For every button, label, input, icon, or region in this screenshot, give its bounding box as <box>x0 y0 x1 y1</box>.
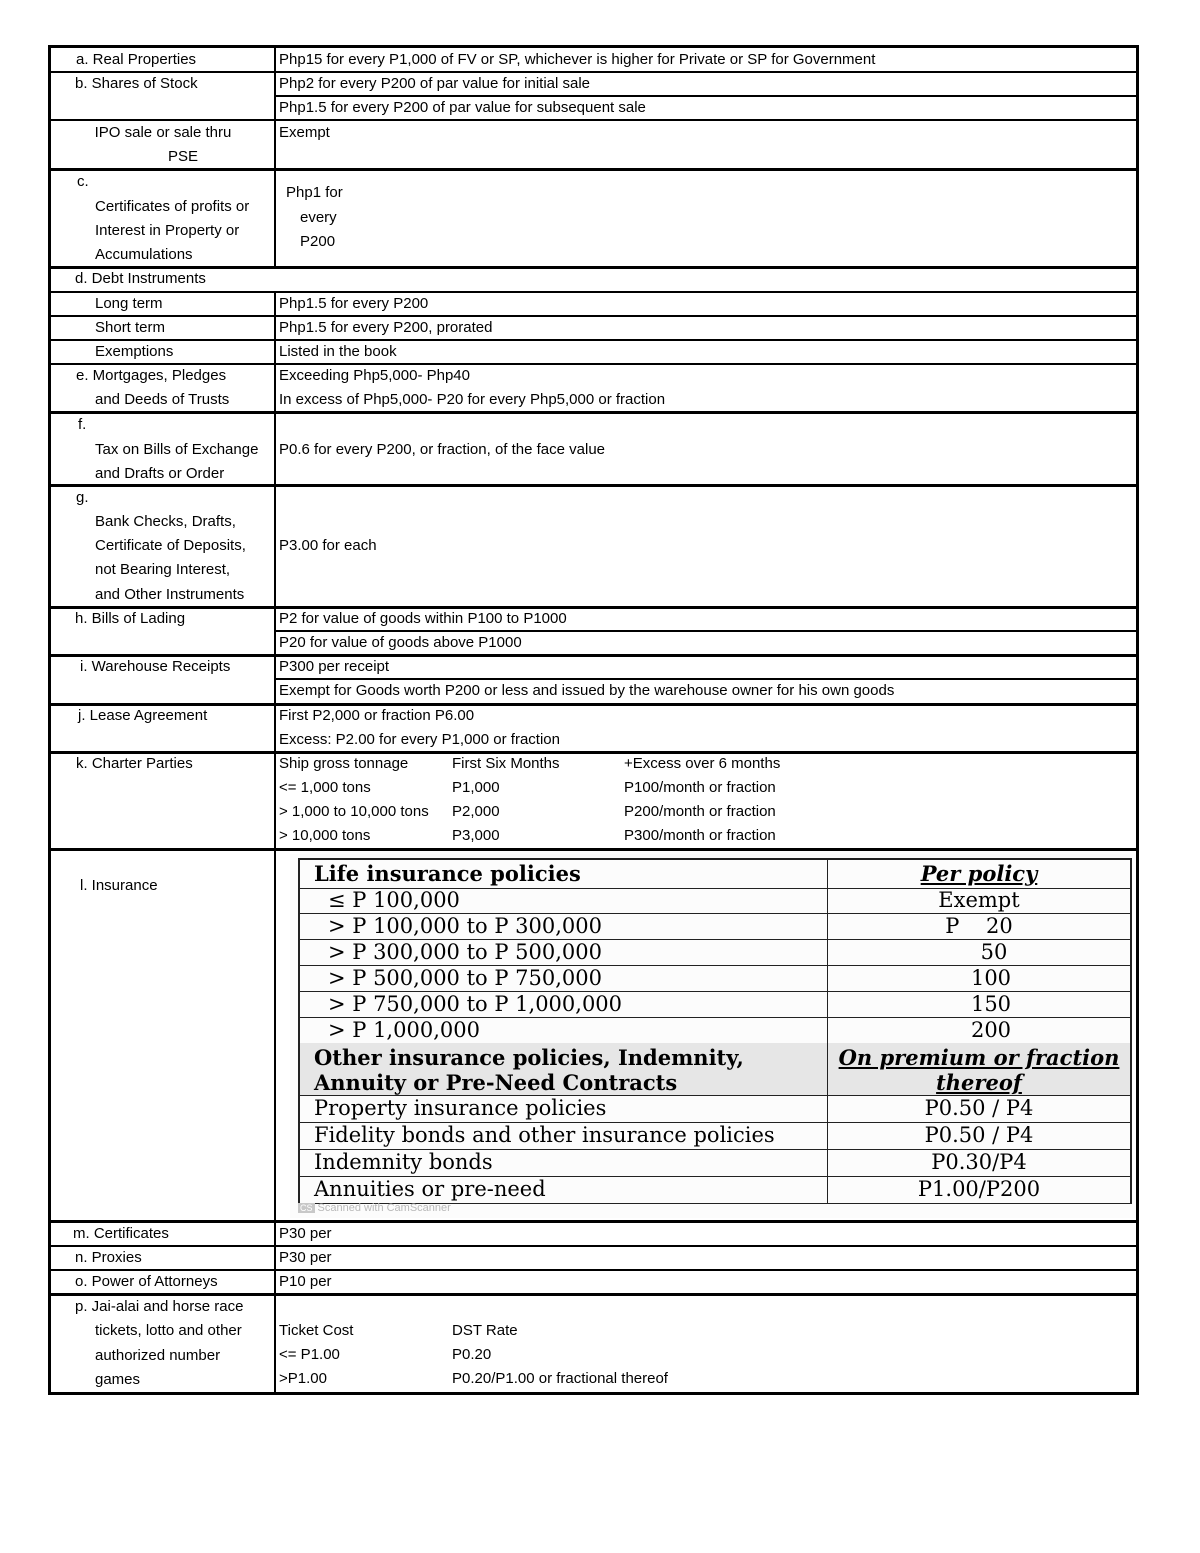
other-rate: P1.00/P200 <box>917 1177 1041 1201</box>
life-rate: P 20 <box>945 914 1013 938</box>
row-ipo-label-2: PSE <box>167 148 198 165</box>
row-c-label-3: Accumulations <box>95 246 193 263</box>
row-p-r1c2: P0.20 <box>452 1346 492 1363</box>
charter-cell: <= 1,000 tons <box>279 779 371 796</box>
life-rate: Exempt <box>938 888 1020 912</box>
life-header-label: Life insurance policies <box>300 860 828 888</box>
charter-cell: +Excess over 6 months <box>624 755 781 772</box>
insurance-other-row <box>300 1149 1130 1177</box>
row-d-long-label: Long term <box>95 295 163 312</box>
life-rate: 100 <box>970 966 1012 990</box>
life-range: > P 750,000 to P 1,000,000 <box>300 991 828 1017</box>
charter-cell: P300/month or fraction <box>624 827 776 844</box>
row-ipo-value: Exempt <box>279 124 330 141</box>
insurance-life-row <box>300 965 1130 992</box>
other-label: Fidelity bonds and other insurance policies <box>300 1122 828 1149</box>
row-d-short-label: Short term <box>95 319 166 336</box>
charter-cell: P3,000 <box>452 827 500 844</box>
life-range: > P 100,000 to P 300,000 <box>300 913 828 939</box>
row-p-r2c1: >P1.00 <box>279 1370 327 1387</box>
camscanner-text: Scanned with CamScanner <box>317 1202 451 1214</box>
other-header <box>300 1043 828 1095</box>
insurance-table <box>298 858 1132 1204</box>
row-o-label: o. Power of Attorneys <box>75 1273 218 1290</box>
row-e-label-2: and Deeds of Trusts <box>95 391 230 408</box>
row-d-long-value: Php1.5 for every P200 <box>279 295 429 312</box>
row-i-label: i. Warehouse Receipts <box>80 658 231 675</box>
row-c-value-2: every <box>300 209 337 226</box>
row-h-value-1: P2 for value of goods within P100 to P1000 <box>279 610 567 627</box>
row-j-label: j. Lease Agreement <box>78 707 208 724</box>
row-i-value-2: Exempt for Goods worth P200 or less and issued by the warehouse owner for his own goods <box>279 682 895 699</box>
row-p-label-3: authorized number <box>95 1347 221 1364</box>
life-range: ≤ P 100,000 <box>300 888 828 913</box>
row-i-value-1: P300 per receipt <box>279 658 390 675</box>
row-c-value-1: Php1 for <box>286 184 343 201</box>
row-f-letter: f. <box>78 416 87 433</box>
row-d-exempt-label: Exemptions <box>95 343 174 360</box>
other-rate: P0.50 / P4 <box>924 1123 1034 1147</box>
charter-cell: P1,000 <box>452 779 500 796</box>
insurance-other-row <box>300 1122 1130 1150</box>
life-range: > P 1,000,000 <box>300 1017 828 1043</box>
row-e-value-2: In excess of Php5,000- P20 for every Php5,000 or fraction <box>279 391 666 408</box>
charter-cell: P200/month or fraction <box>624 803 776 820</box>
life-range: > P 500,000 to P 750,000 <box>300 965 828 991</box>
row-a-label: a. Real Properties <box>76 51 197 68</box>
row-g-label-4: and Other Instruments <box>95 586 245 603</box>
row-h-value-2: P20 for value of goods above P1000 <box>279 634 522 651</box>
row-f-label-1: Tax on Bills of Exchange <box>95 441 259 458</box>
insurance-other-header <box>300 1043 1130 1096</box>
row-a-value: Php15 for every P1,000 of FV or SP, whichever is higher for Private or SP for Government <box>279 51 876 68</box>
other-label: Indemnity bonds <box>300 1149 828 1176</box>
row-f-value: P0.6 for every P200, or fraction, of the face value <box>279 441 606 458</box>
row-p-r2c2: P0.20/P1.00 or fractional thereof <box>452 1370 668 1387</box>
row-p-label-4: games <box>95 1371 141 1388</box>
row-h-label: h. Bills of Lading <box>75 610 186 627</box>
row-g-label-3: not Bearing Interest, <box>95 561 231 578</box>
row-j-value-1: First P2,000 or fraction P6.00 <box>279 707 475 724</box>
charter-cell: > 1,000 to 10,000 tons <box>279 803 429 820</box>
insurance-life-row <box>300 991 1130 1018</box>
row-f-label-2: and Drafts or Order <box>95 465 225 482</box>
row-e-label-1: e. Mortgages, Pledges <box>76 367 227 384</box>
insurance-life-row <box>300 913 1130 940</box>
charter-cell: P100/month or fraction <box>624 779 776 796</box>
row-n-value: P30 per <box>279 1249 332 1266</box>
row-p-r1c1: <= P1.00 <box>279 1346 340 1363</box>
other-label: Property insurance policies <box>300 1095 828 1122</box>
row-g-letter: g. <box>76 489 89 506</box>
charter-cell: > 10,000 tons <box>279 827 371 844</box>
other-rate: P0.30/P4 <box>931 1150 1027 1174</box>
life-range: > P 300,000 to P 500,000 <box>300 939 828 965</box>
row-c-value-3: P200 <box>300 233 336 250</box>
row-d-exempt-value: Listed in the book <box>279 343 397 360</box>
row-c-label-2: Interest in Property or <box>95 222 240 239</box>
row-d-label: d. Debt Instruments <box>75 270 206 287</box>
row-b-label: b. Shares of Stock <box>75 75 198 92</box>
other-label: Annuities or pre-need <box>300 1176 828 1203</box>
insurance-life-row <box>300 939 1130 966</box>
camscanner-badge: CS <box>300 1203 313 1213</box>
row-m-value: P30 per <box>279 1225 332 1242</box>
row-g-label-2: Certificate of Deposits, <box>95 537 246 554</box>
other-rate-header <box>828 1043 1130 1097</box>
row-p-label-1: p. Jai-alai and horse race <box>75 1298 244 1315</box>
row-d-short-value: Php1.5 for every P200, prorated <box>279 319 493 336</box>
charter-cell: First Six Months <box>452 755 560 772</box>
charter-cell: Ship gross tonnage <box>279 755 409 772</box>
life-rate: 50 <box>980 940 1008 964</box>
row-n-label: n. Proxies <box>75 1249 142 1266</box>
camscanner-watermark <box>298 1202 451 1214</box>
row-b-value-subsequent: Php1.5 for every P200 of par value for subsequent sale <box>279 99 646 116</box>
row-o-value: P10 per <box>279 1273 332 1290</box>
row-g-label-1: Bank Checks, Drafts, <box>95 513 236 530</box>
row-c-label-1: Certificates of profits or <box>95 198 250 215</box>
row-j-value-2: Excess: P2.00 for every P1,000 or fraction <box>279 731 560 748</box>
life-rate: 200 <box>970 1018 1012 1042</box>
insurance-other-row <box>300 1176 1130 1204</box>
insurance-life-row <box>300 888 1130 914</box>
row-p-label-2: tickets, lotto and other <box>95 1322 242 1339</box>
row-l-label: l. Insurance <box>80 877 158 894</box>
insurance-other-row <box>300 1095 1130 1123</box>
life-rate: 150 <box>970 992 1012 1016</box>
other-header-line-2: Annuity or Pre-Need Contracts <box>314 1070 678 1095</box>
row-ipo-label-1: IPO sale or sale thru <box>94 124 232 141</box>
other-header-line-1: Other insurance policies, Indemnity, <box>314 1045 744 1070</box>
row-c-letter: c. <box>77 173 89 190</box>
row-e-value-1: Exceeding Php5,000- Php40 <box>279 367 470 384</box>
row-m-label: m. Certificates <box>73 1225 169 1242</box>
row-p-col1-header: Ticket Cost <box>279 1322 354 1339</box>
other-rate-header-line-1: On premium or fraction <box>838 1045 1120 1070</box>
insurance-scan-image <box>290 854 1136 1218</box>
other-rate: P0.50 / P4 <box>924 1096 1034 1120</box>
insurance-life-row <box>300 1017 1130 1044</box>
charter-cell: P2,000 <box>452 803 500 820</box>
life-rate-header: Per policy <box>920 861 1038 886</box>
row-k-label: k. Charter Parties <box>76 755 193 772</box>
row-p-col2-header: DST Rate <box>452 1322 518 1339</box>
insurance-life-header <box>300 860 1130 889</box>
row-b-value-initial: Php2 for every P200 of par value for initial sale <box>279 75 591 92</box>
row-g-value: P3.00 for each <box>279 537 377 554</box>
other-rate-header-line-2: thereof <box>936 1070 1022 1095</box>
